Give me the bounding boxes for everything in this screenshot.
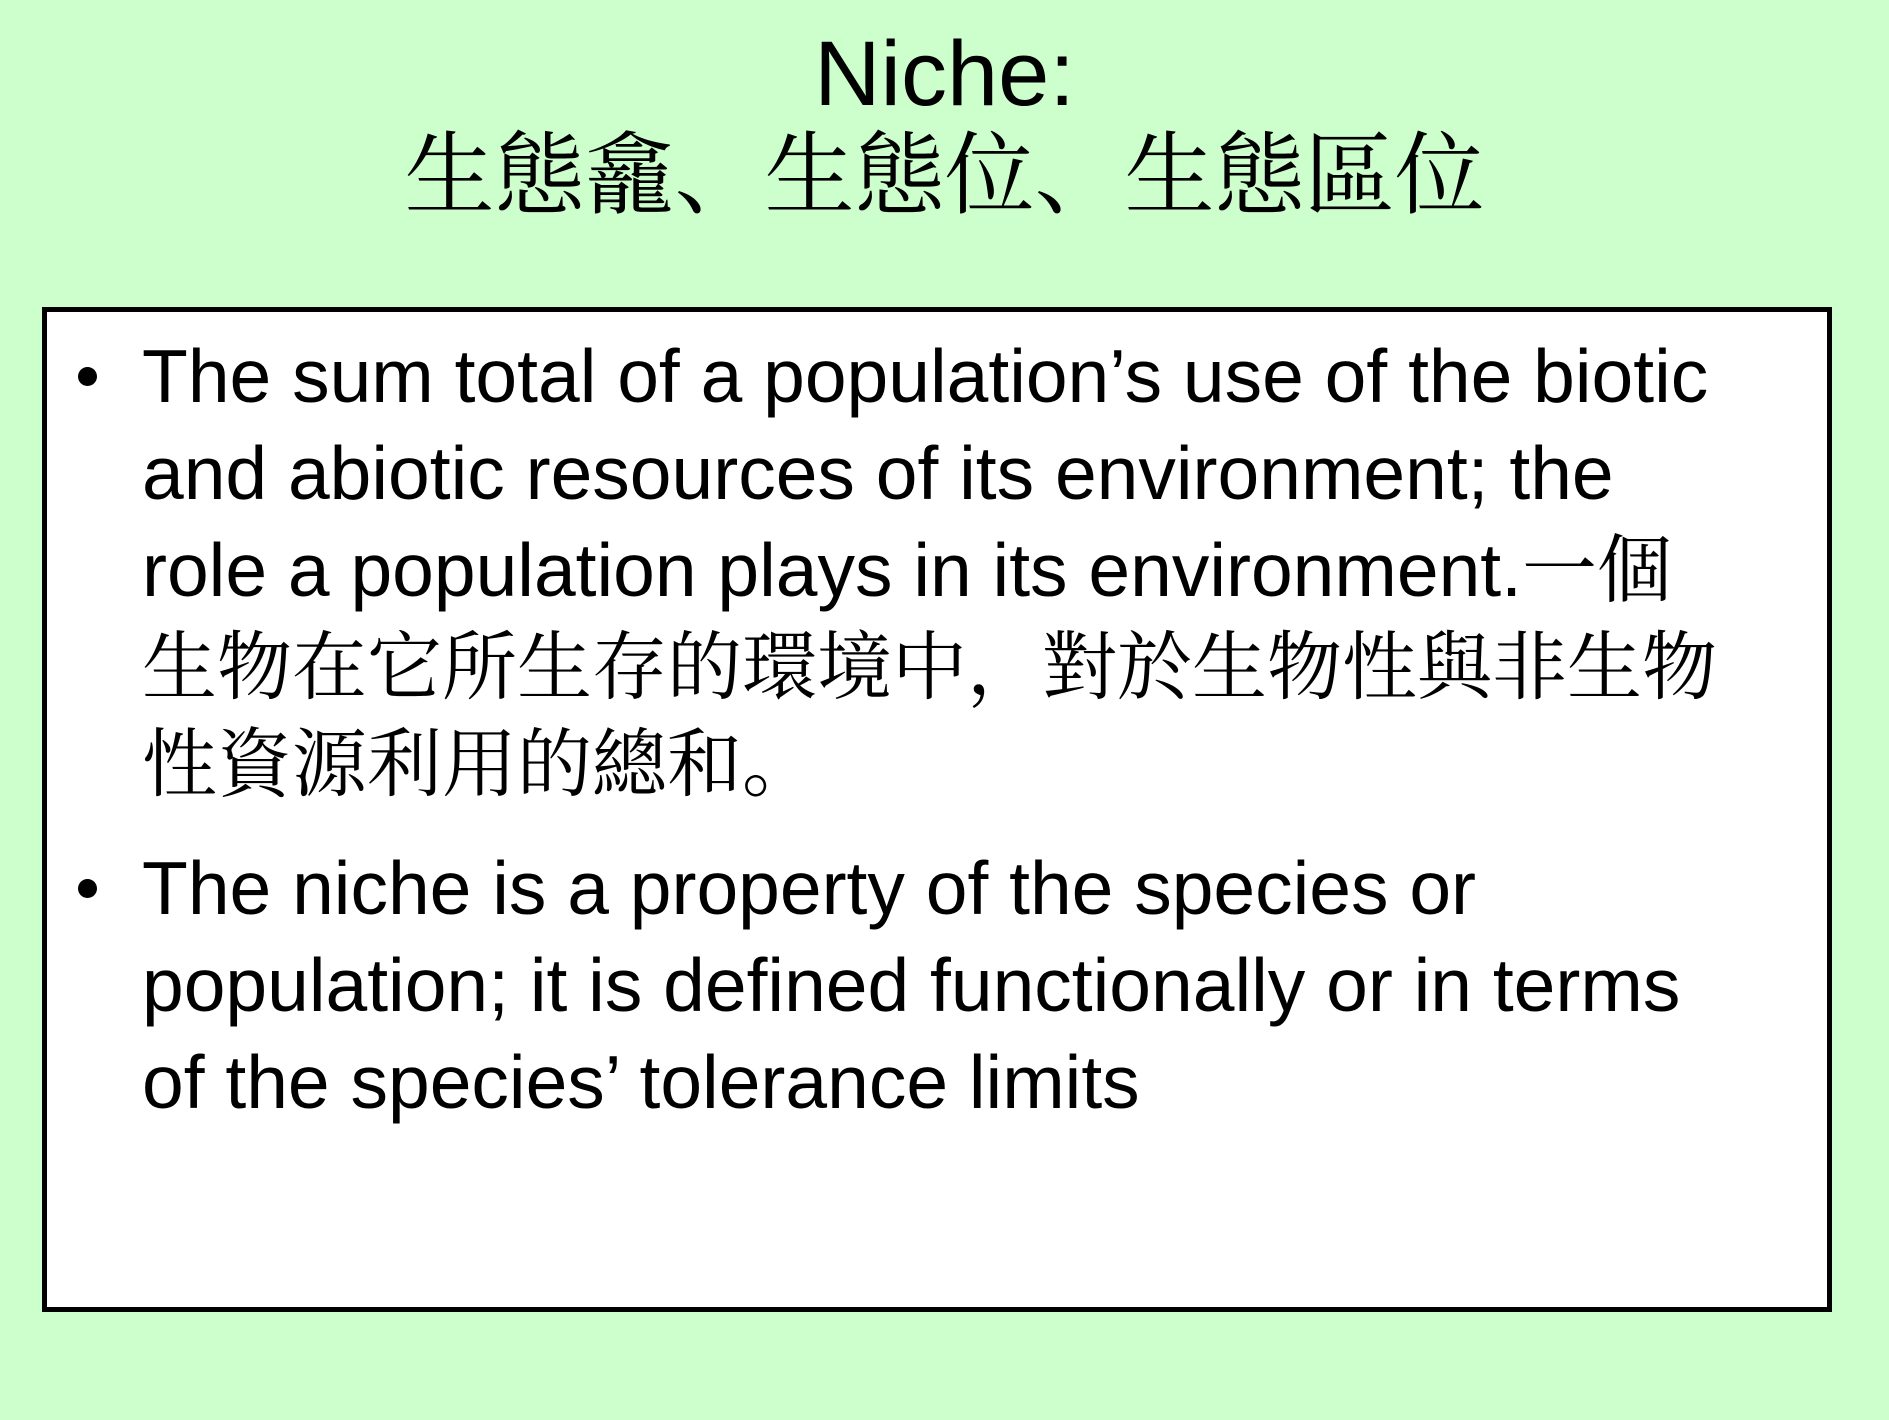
bullet-item-1 xyxy=(47,328,1827,813)
bullet-2-line-1: The niche is a property of the species or xyxy=(142,846,1477,930)
content-text-box xyxy=(42,307,1832,1312)
bullet-dot xyxy=(78,367,97,386)
bullet-item-2 xyxy=(47,840,1827,1131)
slide-title xyxy=(0,24,1889,226)
bullet-2-line-3: of the species’ tolerance limits xyxy=(142,1040,1140,1124)
bullet-1-line-2: and abiotic resources of its environment; the xyxy=(142,431,1614,515)
bullet-2-line-2: population; it is defined functionally or in terms xyxy=(142,943,1681,1027)
bullet-1-line-3: role a population plays in its environment.一個 xyxy=(142,528,1672,612)
bullet-dot xyxy=(78,879,97,898)
bullet-1-line-4: 生物在它所生存的環境中，對於生物性與非生物 xyxy=(142,625,1718,709)
bullet-1-line-5: 性資源利用的總和。 xyxy=(142,722,818,806)
slide-title-english: Niche: xyxy=(814,23,1075,125)
slide-title-chinese: 生態龕、生態位、生態區位 xyxy=(404,127,1485,227)
bullet-1-line-1: The sum total of a population’s use of the biotic xyxy=(142,334,1709,418)
